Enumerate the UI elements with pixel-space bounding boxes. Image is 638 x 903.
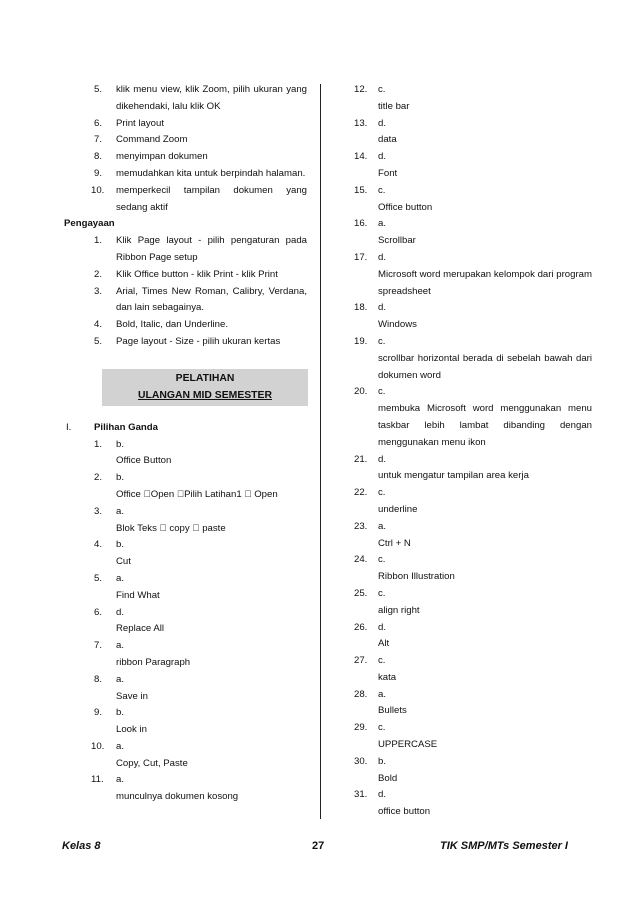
item-number: 2. xyxy=(94,268,103,280)
answer-text: ribbon Paragraph xyxy=(116,656,191,668)
answer-text: kata xyxy=(378,671,397,683)
answer-number: 14. xyxy=(354,151,368,163)
answer-text: underline xyxy=(378,503,418,515)
section-number: I. xyxy=(66,421,72,433)
answer-item xyxy=(62,672,307,706)
answer-text: scrollbar horizontal berada di sebelah bawah dari dokumen word xyxy=(378,352,592,381)
answer-item xyxy=(62,537,307,571)
section-title: Pilihan Ganda xyxy=(94,421,158,433)
answer-number: 31. xyxy=(354,789,368,801)
answer-item xyxy=(354,216,592,250)
item-number: 6. xyxy=(94,117,103,129)
list-item xyxy=(62,334,307,351)
answer-item xyxy=(62,571,307,605)
answer-number: 3. xyxy=(94,505,103,517)
list-item xyxy=(62,233,307,267)
answer-choice: a. xyxy=(378,520,387,532)
answer-number: 7. xyxy=(94,640,103,652)
answer-item xyxy=(354,250,592,300)
answer-item xyxy=(354,485,592,519)
footer-course-label: TIK SMP/MTs Semester I xyxy=(440,840,568,852)
answer-choice: a. xyxy=(116,505,125,517)
answer-choice: d. xyxy=(378,621,387,633)
answer-item xyxy=(354,787,592,821)
item-text: menyimpan dokumen xyxy=(116,151,208,163)
item-text: Page layout - Size - pilih ukuran kertas xyxy=(116,335,281,347)
answer-text: align right xyxy=(378,604,420,616)
answer-text: membuka Microsoft word menggunakan menu taskbar lebih lambat dibanding dengan menggunakan menu ikon xyxy=(378,403,592,448)
answer-item xyxy=(354,720,592,754)
list-item xyxy=(62,267,307,284)
answer-choice: a. xyxy=(116,640,125,652)
answer-number: 4. xyxy=(94,539,103,551)
answer-item xyxy=(354,452,592,486)
answer-text: Microsoft word merupakan kelompok dari program spreadsheet xyxy=(378,268,592,297)
answer-item xyxy=(354,687,592,721)
answer-text: UPPERCASE xyxy=(378,739,438,751)
answer-text: Office Button xyxy=(116,455,172,467)
item-text: Klik Office button - klik Print - klik Print xyxy=(116,268,278,280)
answer-text: Bullets xyxy=(378,705,407,717)
answer-choice: c. xyxy=(378,722,386,734)
answer-number: 17. xyxy=(354,251,368,263)
answer-choice: a. xyxy=(378,218,387,230)
answer-number: 16. xyxy=(354,218,368,230)
answer-list-top xyxy=(62,82,307,216)
right-column xyxy=(354,82,592,821)
answer-item xyxy=(62,638,307,672)
section-banner xyxy=(102,369,308,406)
answer-item xyxy=(354,586,592,620)
item-text: Klik Page layout - pilih pengaturan pada Ribbon Page setup xyxy=(116,235,307,263)
item-number: 7. xyxy=(94,134,103,146)
answer-text: Scrollbar xyxy=(378,235,416,247)
answer-number: 24. xyxy=(354,554,368,566)
answer-item xyxy=(62,470,307,504)
answer-text: Alt xyxy=(378,638,390,650)
item-number: 8. xyxy=(94,151,103,163)
item-text: klik menu view, klik Zoom, pilih ukuran yang dikehendaki, lalu klik OK xyxy=(116,84,307,112)
answer-number: 30. xyxy=(354,755,368,767)
answer-number: 9. xyxy=(94,707,103,719)
answer-text: Copy, Cut, Paste xyxy=(116,757,188,769)
item-number: 5. xyxy=(94,335,103,347)
list-item xyxy=(62,317,307,334)
answer-item xyxy=(354,620,592,654)
answer-text: Office Open Pilih Latihan1 Open xyxy=(116,488,254,500)
answer-text: office button xyxy=(378,806,431,818)
answer-number: 2. xyxy=(94,472,103,484)
answer-text: Find What xyxy=(116,589,160,601)
answer-choice: c. xyxy=(378,554,386,566)
answer-choice: d. xyxy=(378,453,387,465)
answer-item xyxy=(62,504,307,538)
answer-text: Save in xyxy=(116,690,148,702)
answer-item xyxy=(354,653,592,687)
answer-choice: c. xyxy=(378,84,386,95)
list-item xyxy=(62,149,307,166)
answer-item xyxy=(62,705,307,739)
item-number: 3. xyxy=(94,285,103,297)
answer-number: 22. xyxy=(354,487,368,499)
answer-text: Ctrl + N xyxy=(378,537,411,549)
answer-choice: a. xyxy=(378,688,387,700)
answer-choice: c. xyxy=(378,184,386,196)
answer-text: Ribbon Illustration xyxy=(378,571,455,583)
answer-item xyxy=(62,605,307,639)
item-number: 1. xyxy=(94,235,103,247)
list-item xyxy=(62,166,307,183)
answer-choice: a. xyxy=(116,740,125,752)
answer-choice: d. xyxy=(378,117,387,129)
pengayaan-list xyxy=(62,233,307,351)
answer-number: 25. xyxy=(354,587,368,599)
answer-text: Replace All xyxy=(116,623,164,635)
banner-subtitle: ULANGAN MID SEMESTER xyxy=(138,389,272,401)
answer-item xyxy=(354,384,592,451)
multiple-choice-list-right xyxy=(354,82,592,821)
answer-choice: d. xyxy=(378,251,387,263)
answer-text: Cut xyxy=(116,556,131,568)
answer-number: 8. xyxy=(94,673,103,685)
item-text: Command Zoom xyxy=(116,134,188,146)
item-number: 10. xyxy=(91,184,105,196)
answer-number: 20. xyxy=(354,386,368,398)
answer-number: 1. xyxy=(94,438,103,450)
answer-choice: b. xyxy=(116,472,125,484)
list-item xyxy=(62,132,307,149)
answer-choice: c. xyxy=(378,487,386,499)
item-number: 5. xyxy=(94,84,103,95)
answer-number: 19. xyxy=(354,335,368,347)
answer-number: 18. xyxy=(354,302,368,314)
page-number: 27 xyxy=(312,840,325,852)
answer-choice: a. xyxy=(116,572,125,584)
answer-number: 21. xyxy=(354,453,368,465)
answer-text: munculnya dokumen kosong xyxy=(116,791,239,803)
item-number: 4. xyxy=(94,319,103,331)
answer-item xyxy=(354,116,592,150)
item-number: 9. xyxy=(94,167,103,179)
answer-number: 27. xyxy=(354,655,368,667)
answer-choice: b. xyxy=(378,755,387,767)
answer-item xyxy=(354,183,592,217)
banner-title: PELATIHAN xyxy=(175,372,235,384)
pengayaan-heading: Pengayaan xyxy=(64,218,115,230)
answer-text: Bold xyxy=(378,772,398,784)
answer-item xyxy=(62,437,307,471)
answer-item xyxy=(354,149,592,183)
item-text: Print layout xyxy=(116,117,164,129)
answer-choice: d. xyxy=(378,151,387,163)
answer-number: 10. xyxy=(91,740,105,752)
answer-item xyxy=(62,739,307,773)
answer-text: Blok Teks copy paste xyxy=(116,522,206,534)
item-text: memperkecil tampilan dokumen yang sedang aktif xyxy=(116,184,307,213)
answer-text: title bar xyxy=(378,100,410,112)
list-item xyxy=(62,116,307,133)
item-text: memudahkan kita untuk berpindah halaman. xyxy=(116,167,306,179)
answer-choice: a. xyxy=(116,774,125,786)
list-item xyxy=(62,183,307,217)
column-divider xyxy=(320,84,321,819)
answer-text: untuk mengatur tampilan area kerja xyxy=(378,470,529,482)
answer-choice: c. xyxy=(378,587,386,599)
answer-item xyxy=(62,772,307,806)
answer-choice: c. xyxy=(378,386,386,398)
answer-choice: a. xyxy=(116,673,125,685)
answer-choice: d. xyxy=(378,302,387,314)
answer-item xyxy=(354,300,592,334)
answer-number: 15. xyxy=(354,184,368,196)
answer-item xyxy=(354,519,592,553)
multiple-choice-list-left xyxy=(62,437,307,807)
answer-choice: b. xyxy=(116,438,125,450)
answer-number: 23. xyxy=(354,520,368,532)
answer-number: 28. xyxy=(354,688,368,700)
answer-number: 5. xyxy=(94,572,103,584)
answer-choice: b. xyxy=(116,539,125,551)
answer-number: 11. xyxy=(91,774,104,786)
answer-choice: c. xyxy=(378,655,386,667)
answer-text: Windows xyxy=(378,319,417,331)
section-heading xyxy=(62,420,307,437)
answer-item xyxy=(354,334,592,384)
answer-number: 13. xyxy=(354,117,368,129)
answer-choice: c. xyxy=(378,335,386,347)
answer-choice: d. xyxy=(116,606,125,618)
answer-text: Office button xyxy=(378,201,433,213)
answer-choice: d. xyxy=(378,789,387,801)
item-text: Arial, Times New Roman, Calibry, Verdana, dan lain sebagainya. xyxy=(116,285,307,314)
answer-item xyxy=(354,552,592,586)
list-item xyxy=(62,284,307,318)
item-text: Bold, Italic, dan Underline. xyxy=(116,319,228,331)
answer-number: 6. xyxy=(94,606,103,618)
answer-item xyxy=(354,82,592,116)
answer-text: data xyxy=(378,134,397,146)
answer-number: 12. xyxy=(354,84,368,95)
answer-item xyxy=(354,754,592,788)
answer-text: Font xyxy=(378,167,398,179)
answer-number: 29. xyxy=(354,722,368,734)
answer-number: 26. xyxy=(354,621,368,633)
answer-choice: b. xyxy=(116,707,125,719)
list-item xyxy=(62,82,307,116)
left-column xyxy=(62,82,307,806)
answer-text: Look in xyxy=(116,724,147,736)
footer-class-label: Kelas 8 xyxy=(62,840,101,852)
